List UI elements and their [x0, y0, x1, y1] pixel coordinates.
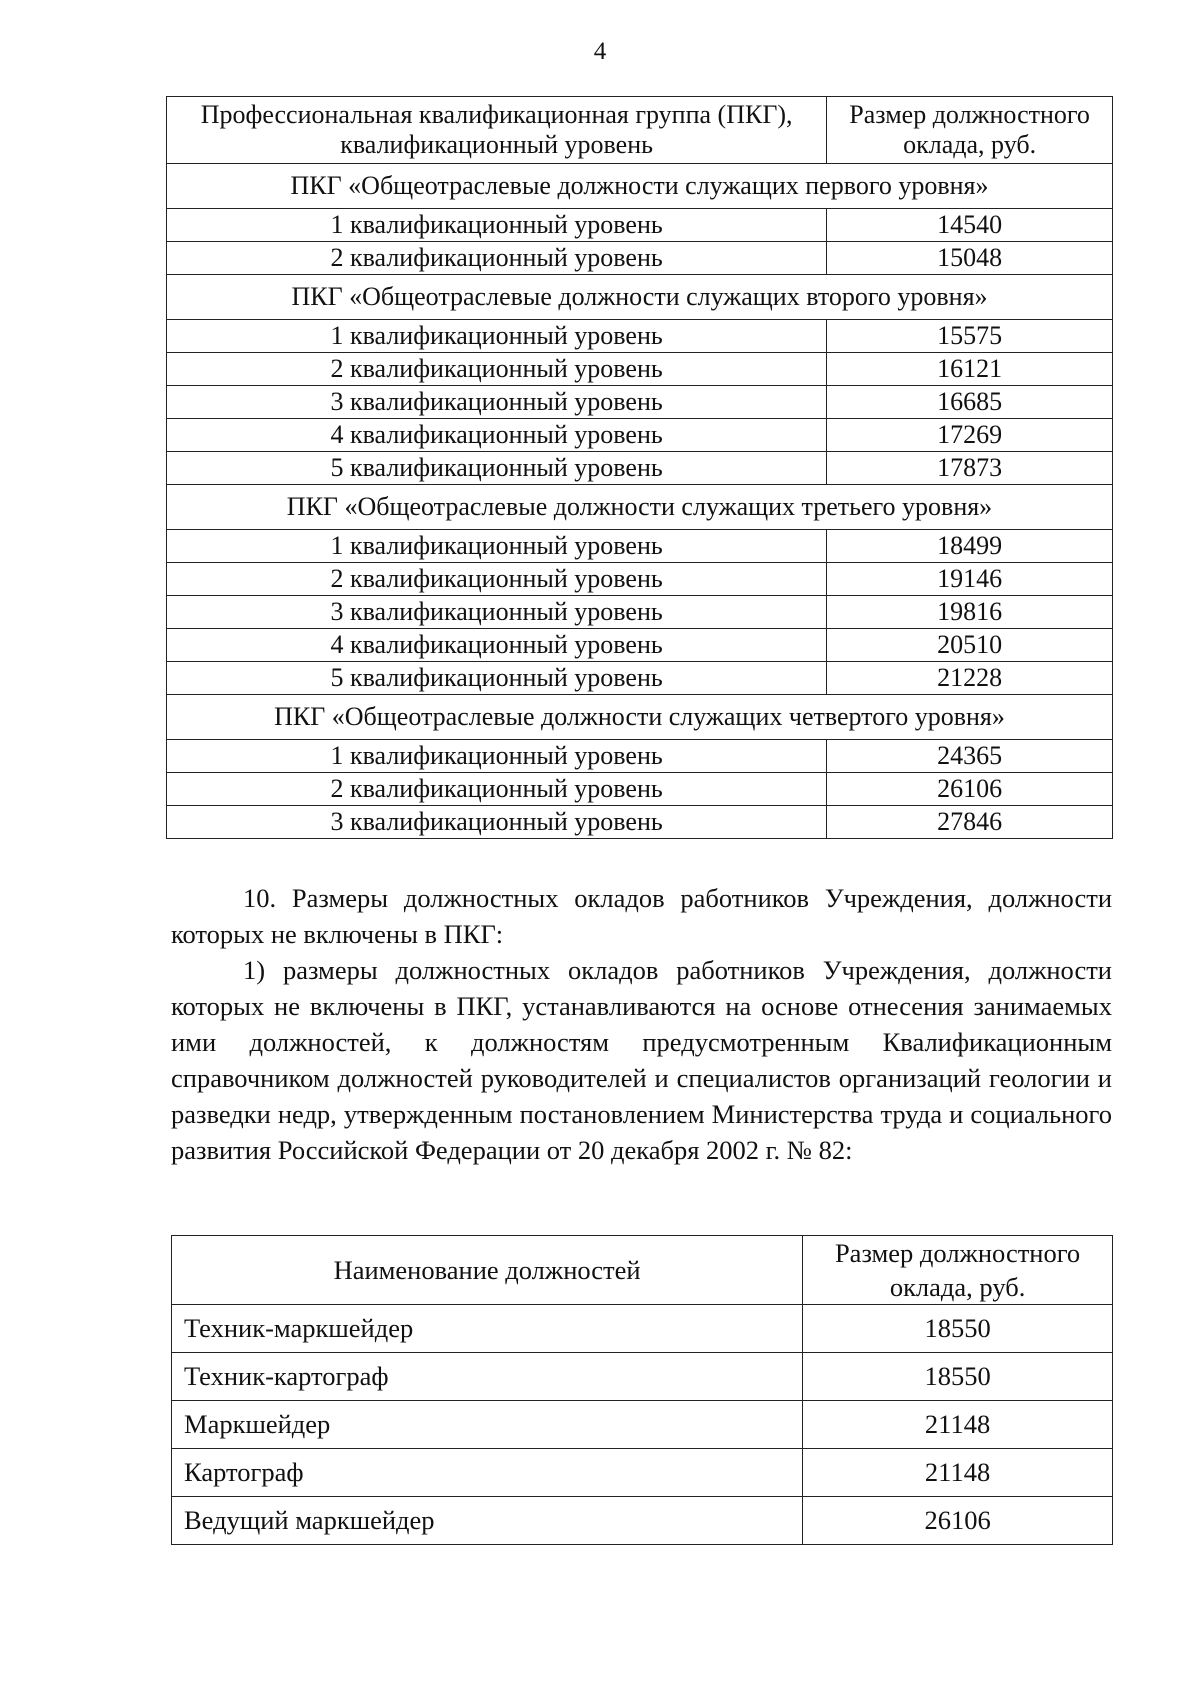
level-name: 1 квалификационный уровень: [167, 209, 827, 242]
table-row: [167, 353, 1113, 386]
level-salary: 21228: [827, 662, 1113, 695]
group-row: [167, 164, 1113, 209]
table-row: [167, 419, 1113, 452]
level-salary: 16685: [827, 386, 1113, 419]
level-salary: 19816: [827, 596, 1113, 629]
level-salary: 26106: [827, 773, 1113, 806]
table-row: [167, 740, 1113, 773]
level-salary: 17269: [827, 419, 1113, 452]
level-salary: 14540: [827, 209, 1113, 242]
level-salary: 15575: [827, 320, 1113, 353]
header-salary: Размер должностного оклада, руб.: [827, 97, 1113, 164]
position-salary: 21148: [803, 1449, 1113, 1497]
table-row: [167, 530, 1113, 563]
level-name: 4 квалификационный уровень: [167, 419, 827, 452]
table-row: [167, 209, 1113, 242]
group-title: ПКГ «Общеотраслевые должности служащих первого уровня»: [167, 164, 1113, 209]
table-row: [167, 320, 1113, 353]
paragraph-10: 10. Размеры должностных окладов работников Учреждения, должности которых не включены в ПКГ:: [171, 883, 1112, 949]
level-name: 5 квалификационный уровень: [167, 662, 827, 695]
header-salary: Размер должностного оклада, руб.: [803, 1236, 1113, 1305]
table-row: [167, 662, 1113, 695]
table-row: [167, 563, 1113, 596]
page-number: 4: [593, 38, 607, 65]
position-salary: 18550: [803, 1353, 1113, 1401]
level-name: 5 квалификационный уровень: [167, 452, 827, 485]
table-header-row: [172, 1236, 1113, 1305]
group-title: ПКГ «Общеотраслевые должности служащих третьего уровня»: [167, 485, 1113, 530]
level-salary: 16121: [827, 353, 1113, 386]
level-name: 1 квалификационный уровень: [167, 320, 827, 353]
level-name: 1 квалификационный уровень: [167, 530, 827, 563]
table-row: [167, 386, 1113, 419]
table-header-row: [167, 97, 1113, 164]
position-name: Ведущий маркшейдер: [172, 1497, 803, 1545]
level-salary: 24365: [827, 740, 1113, 773]
table-row: [172, 1401, 1113, 1449]
level-name: 2 квалификационный уровень: [167, 773, 827, 806]
level-name: 3 квалификационный уровень: [167, 386, 827, 419]
level-salary: 17873: [827, 452, 1113, 485]
level-salary: 18499: [827, 530, 1113, 563]
level-name: 3 квалификационный уровень: [167, 596, 827, 629]
table-row: [172, 1497, 1113, 1545]
position-salary: 21148: [803, 1401, 1113, 1449]
table-row: [172, 1305, 1113, 1353]
group-row: [167, 275, 1113, 320]
pkg-salary-table: [166, 96, 1113, 839]
group-row: [167, 485, 1113, 530]
header-position-name: Наименование должностей: [172, 1236, 803, 1305]
position-salary: 18550: [803, 1305, 1113, 1353]
position-name: Техник-маркшейдер: [172, 1305, 803, 1353]
table-row: [167, 452, 1113, 485]
group-title: ПКГ «Общеотраслевые должности служащих четвертого уровня»: [167, 695, 1113, 740]
level-salary: 19146: [827, 563, 1113, 596]
table-row: [167, 773, 1113, 806]
level-salary: 15048: [827, 242, 1113, 275]
position-salary-table: [171, 1235, 1113, 1545]
level-name: 2 квалификационный уровень: [167, 563, 827, 596]
table-row: [167, 596, 1113, 629]
table-row: [167, 806, 1113, 839]
header-qualification-group: Профессиональная квалификационная группа (ПКГ), квалификационный уровень: [167, 97, 827, 164]
level-name: 4 квалификационный уровень: [167, 629, 827, 662]
position-name: Техник-картограф: [172, 1353, 803, 1401]
position-name: Картограф: [172, 1449, 803, 1497]
level-salary: 20510: [827, 629, 1113, 662]
level-salary: 27846: [827, 806, 1113, 839]
table-row: [172, 1353, 1113, 1401]
position-name: Маркшейдер: [172, 1401, 803, 1449]
table-row: [172, 1449, 1113, 1497]
level-name: 2 квалификационный уровень: [167, 242, 827, 275]
table-row: [167, 629, 1113, 662]
group-title: ПКГ «Общеотраслевые должности служащих второго уровня»: [167, 275, 1113, 320]
position-salary: 26106: [803, 1497, 1113, 1545]
table-row: [167, 242, 1113, 275]
level-name: 1 квалификационный уровень: [167, 740, 827, 773]
level-name: 3 квалификационный уровень: [167, 806, 827, 839]
level-name: 2 квалификационный уровень: [167, 353, 827, 386]
paragraph-1: 1) размеры должностных окладов работников Учреждения, должности которых не включены в ПКГ, устанавливаются на основе отнесения занимаемых ими должностей, к должностям предусмотренным Квалификационным справочником должностей руководителей и специалистов организаций геологии и разведки недр, утвержденным постановлением Министерства труда и социального развития Российской Федерации от 20 декабря 2002 г. № 82:: [171, 955, 1112, 1165]
group-row: [167, 695, 1113, 740]
